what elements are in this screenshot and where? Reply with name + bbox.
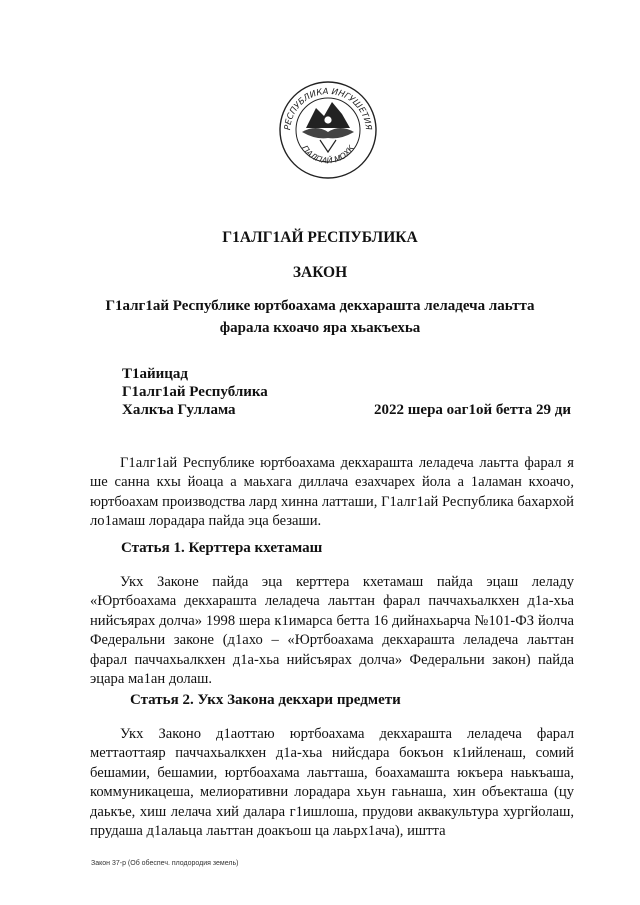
emblem-top-text: РЕСПУБЛИКА ИНГУШЕТИЯ	[282, 86, 374, 131]
adoption-date: 2022 шера оаг1ой бетта 29 ди	[374, 402, 571, 418]
law-title	[80, 295, 560, 339]
adoption-block	[122, 365, 268, 419]
adopted-body: Халкъа Гуллама	[122, 402, 236, 418]
article-1-heading: Статья 1. Керттера кхетамаш	[121, 540, 323, 556]
adopted-republic: Г1алг1ай Республика	[122, 384, 268, 400]
svg-text:ГIАЛГIАЙ МОХК	[300, 144, 356, 166]
law-title-line2: фарала кхоачо яра хьакъехьа	[219, 320, 421, 336]
article-1-text: Укх Законе пайда эца керттера кхетамаш пайда эцаш леладу «Юртбоахама декхараштa леладеча лаьттан фарал паччахьалкхен д1а-хьа нийсъярах долча» 1998 шера к1имарса бетта 16 дийнахьарча №101-ФЗ йолча Федеральни законе (д1ахо – «Юртбоахама декхараштa леладеча лаьттан фарал паччахьалкхен д1а-хьа нийсъярах долча» Федеральни закон) пайда эцара ма1ан долаш.	[90, 574, 574, 688]
article-1-paragraph	[90, 573, 574, 689]
preamble-text: Г1алг1ай Республике юртбоахама декхараштa леладеча лаьтта фарал я ше санна кхы йоаца а маьхага диллача езахчарех йола а 1аламан кхоачо, юртбоахам производства лард хинна латташи, Г1алг1ай Республика бахархой ло1амаш лорадара пайда эца безаши.	[90, 455, 574, 530]
adopted-label: Т1айицад	[122, 366, 189, 382]
document-footer: Закон 37-р (Об обеспеч. плодородия земель)	[91, 860, 239, 867]
article-2-paragraph	[90, 725, 574, 841]
document-type: ЗАКОН	[292, 264, 348, 281]
republic-emblem-seal	[276, 80, 380, 180]
article-2-text: Укх Законо д1аоттаю юртбоахама декхараштa леладеча фарал меттаоттаяр паччахьалкхен д1а-хьа нийсдара бокъон к1ийленаш, сомий бешамии, бешамии, юртбоахама лаьтташа, боахамашта юкъера наькъаша, коммуникацеша, мелиоративни лорадара хьун гаьнаша, хин объекташа (цу даькъе, хиш лелача хий далара г1ишлоша, прудови аквакультура хургйолаш, прудаша д1алаьца лаьттан доакъош ца лаьрх1ача), иштта	[90, 726, 574, 840]
preamble-paragraph	[90, 454, 574, 532]
republic-title: Г1АЛГ1АЙ РЕСПУБЛИКА	[222, 229, 418, 246]
emblem-bottom-text: ГIАЛГIАЙ МОХК	[300, 143, 356, 166]
article-2-heading: Статья 2. Укх Закона декхари предмети	[130, 692, 401, 708]
law-title-line1: Г1алг1ай Республике юртбоахама декхараштa леладеча лаьтта	[105, 298, 535, 314]
